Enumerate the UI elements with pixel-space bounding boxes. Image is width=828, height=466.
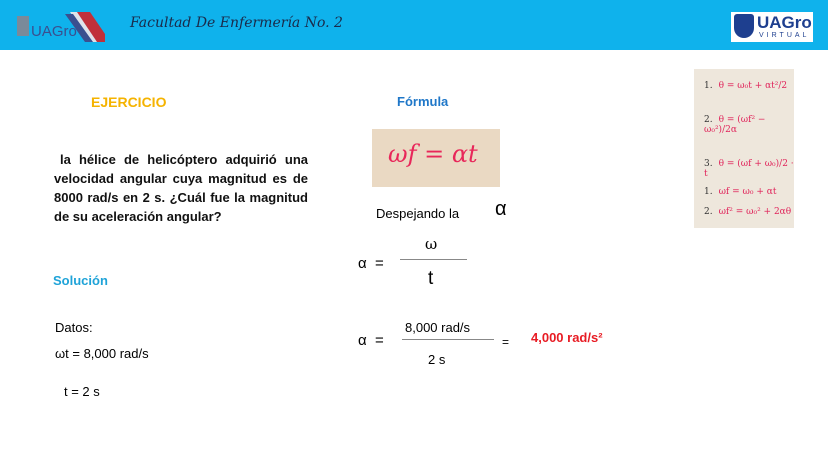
equation: 3. θ = (ωf + ω₀)/2 · t [704, 159, 794, 179]
formula-heading: Fórmula [397, 94, 449, 109]
exercise-heading: EJERCICIO [91, 94, 167, 110]
step2-numerator: 8,000 rad/s [405, 320, 471, 335]
despejando-label: Despejando la [376, 206, 460, 221]
omega-value: ωt = 8,000 rad/s [55, 346, 149, 361]
main-formula-box [372, 129, 500, 187]
equation: 2. ωf² = ω₀² + 2αθ [704, 207, 792, 217]
equals-sign: = [502, 335, 510, 349]
alpha-symbol: α [495, 198, 507, 220]
solution-heading: Solución [53, 273, 108, 288]
equation: 2. θ = (ωf² − ω₀²)/2α [704, 115, 766, 135]
header-title: Facultad De Enfermería No. 2 [130, 15, 343, 31]
uagro-logo-left [15, 12, 105, 42]
result: 4,000 rad/s² [531, 330, 603, 345]
time-value: t = 2 s [64, 384, 100, 399]
fraction-line [402, 339, 494, 340]
step2-lhs: α = [358, 332, 384, 349]
equation: 1. ωf = ω₀ + αt [704, 187, 777, 197]
problem-text: la hélice de helicóptero adquirió una velocidad angular cuya magnitud es de 8000 rad/s en 2 s. ¿Cuál fue la magnitud de su aceleración angular? [54, 152, 308, 224]
datos-label: Datos: [55, 320, 93, 335]
shield-icon [734, 14, 754, 38]
header-bar [0, 0, 828, 50]
uagro-virtual-logo: UAGro VIRTUAL [731, 12, 813, 42]
fraction-line [400, 259, 467, 260]
step1-numerator: ω [425, 235, 438, 253]
main-formula: ωf = αt [388, 140, 478, 168]
step1-denominator: t [428, 268, 434, 289]
kinematics-equations-box [694, 69, 794, 228]
equation: 1. θ = ω₀t + αt²/2 [704, 81, 788, 91]
step2-denominator: 2 s [428, 352, 446, 367]
svg-text:UAGro: UAGro [31, 23, 77, 40]
step1-lhs: α = [358, 255, 384, 272]
